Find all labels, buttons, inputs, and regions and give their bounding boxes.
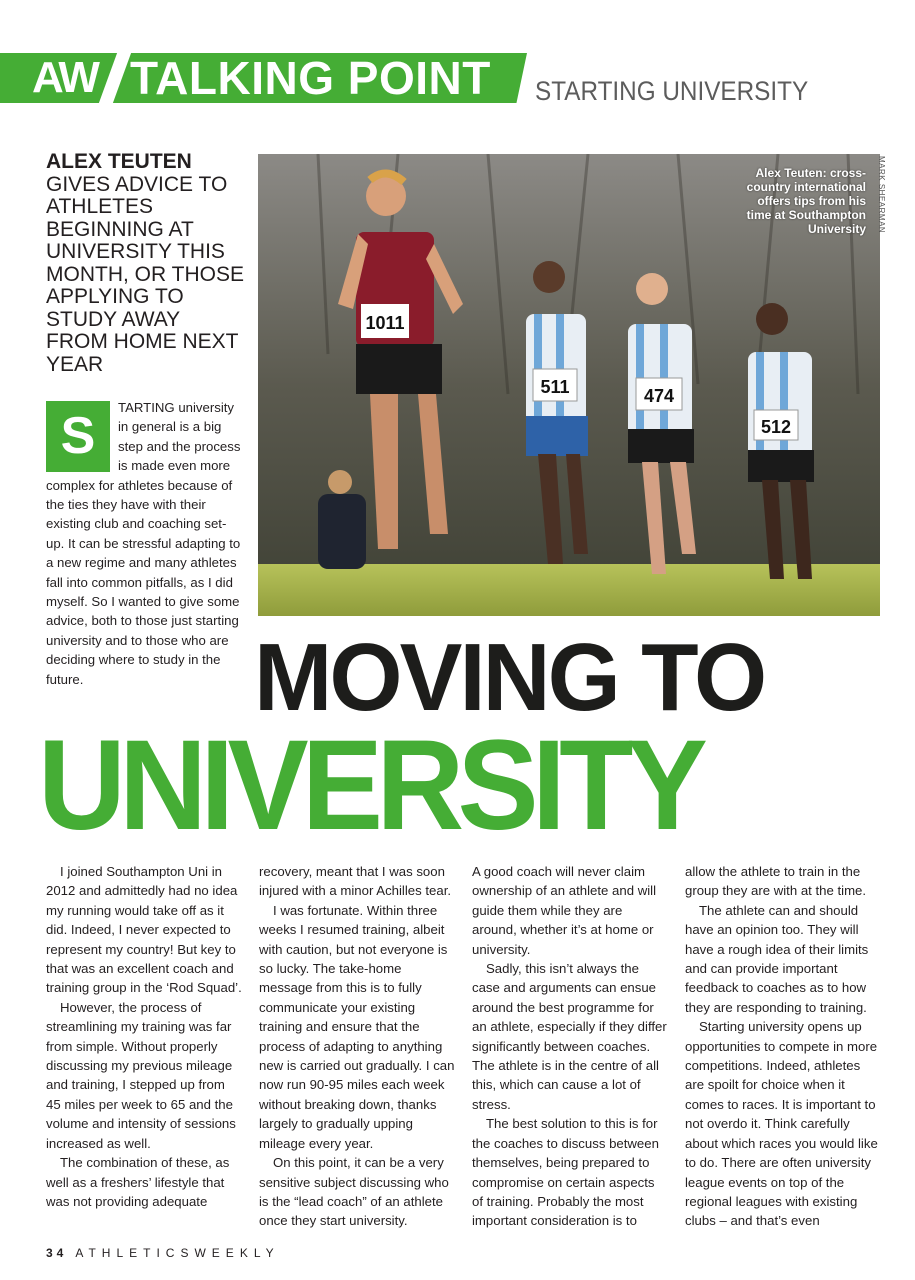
photo-credit: MARK SHEARMAN [877, 156, 886, 234]
paragraph: On this point, it can be a very sensitive subject discussing who is the “lead coach” of an athlete once they start university. [259, 1155, 449, 1229]
standfirst [46, 151, 246, 376]
paragraph: The athlete can and should have an opinion too. They will have a rough idea of their limits and can provide important feedback to coaches as to how they are responding to training. [685, 902, 869, 1015]
paragraph: Starting university opens up opportunities to compete in more competitions. Indeed, athletes are spoilt for choice when it comes to races. It is important to not overdo it. Think carefully about which races you would like to do. There are often university league events on top of the regional leagues with existing clubs – and that’s even [685, 1019, 878, 1229]
photo-caption: Alex Teuten: cross-country international offers tips from his time at Southampton University [746, 166, 866, 236]
standfirst-text: GIVES ADVICE TO ATHLETES BEGINNING AT UNIVERSITY THIS MONTH, OR THOSE APPLYING TO STUDY AWAY FROM HOME NEXT YEAR [46, 172, 244, 376]
section-title: TALKING POINT [130, 52, 491, 104]
paragraph: allow the athlete to train in the group they are with at the time. [685, 864, 867, 899]
body-column-4 [685, 862, 882, 1231]
paragraph: I was fortunate. Within three weeks I resumed training, albeit with caution, but not everyone is so lucky. The take-home message from this is to fully communicate your existing training and ensure that the process of adapting to anything new is carried out gradually. I can now run 90-95 miles each week without breaking down, thanks largely to gradually upping mileage every year. [259, 902, 455, 1151]
paragraph: The combination of these, as well as a freshers’ lifestyle that was not providing adequate [46, 1155, 230, 1209]
body-column-2 [259, 862, 456, 1231]
bib-512: 512 [760, 417, 792, 437]
headline-line-2: UNIVERSITY [38, 714, 702, 857]
paragraph: The best solution to this is for the coaches to discuss between themselves, being prepared to compromise on certain aspects of training. Probably the most important consideration is to [472, 1116, 659, 1229]
section-subtitle: STARTING UNIVERSITY [535, 76, 809, 106]
paragraph: A good coach will never claim ownership of an athlete and will guide them while they are around, whether it’s at home or university. [472, 864, 657, 957]
headline-line-1: MOVING TO [254, 624, 765, 731]
author-name: ALEX TEUTEN [46, 150, 192, 173]
paragraph: Sadly, this isn’t always the case and arguments can ensue around the best programme for an athlete, especially if they differ significantly between coaches. The athlete is in the centre of all this, which can cause a lot of stress. [472, 961, 667, 1112]
paragraph: However, the process of streamlining my training was far from simple. Without properly discussing my previous mileage and training, I stepped up from 45 miles per week to 65 and the volume and intensity of sessions increased as well. [46, 999, 236, 1151]
bib-511: 511 [540, 377, 570, 397]
intro-paragraph [46, 398, 243, 689]
page-number: 34 [46, 1246, 68, 1260]
bib-1011: 1011 [365, 313, 405, 333]
drop-cap: S [46, 401, 110, 472]
intro-text: TARTING university in general is a big step and the process is made even more complex for athletes because of the ties they have with their existing club and coaching set-up. It can be stressful adapting to a new regime and many athletes fall into common pitfalls, as I did myself. So I wanted to give some advice, both to those just starting university and to those who are deciding where to study in the future. [46, 400, 241, 687]
paragraph: I joined Southampton Uni in 2012 and admittedly had no idea my running would take off as it did. Indeed, I never expected to represent my country! But key to that was an excellent coach and training group in the ‘Rod Squad’. [46, 864, 242, 996]
aw-logo: AW [32, 53, 97, 102]
bib-474: 474 [643, 386, 675, 406]
grass [258, 564, 880, 616]
publication-name: ATHLETICSWEEKLY [75, 1246, 280, 1260]
paragraph: recovery, meant that I was soon injured with a minor Achilles tear. [259, 864, 452, 899]
race-photo [258, 154, 880, 616]
page-footer [46, 1246, 280, 1260]
body-column-3 [472, 862, 669, 1231]
body-column-1 [46, 862, 243, 1211]
